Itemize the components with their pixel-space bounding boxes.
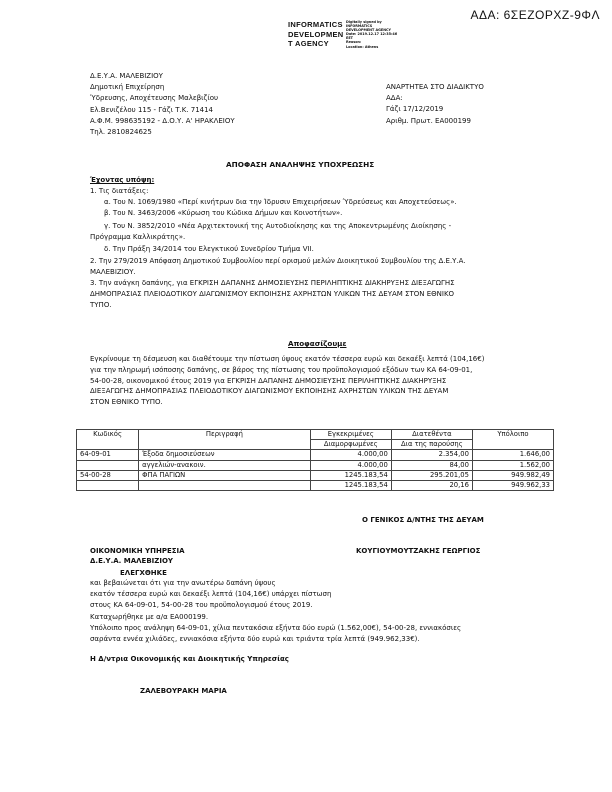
decision-line: για την πληρωμή ισόποσης δαπάνης, σε βάρος της πίστωσης του προϋπολογισμού εξόδων των ΚΑ 64-09-01, [90, 365, 473, 374]
checked-line: εκατόν τέσσερα ευρώ και δεκαέξι λεπτά (104,16€) υπάρχει πίστωση [90, 590, 332, 599]
issuer-line: Α.Φ.Μ. 998635192 - Δ.Ο.Υ. Α' ΗΡΑΚΛΕΙΟΥ [90, 116, 235, 125]
clause-line: 3. Την ανάγκη δαπάνης, για ΕΓΚΡΙΣΗ ΔΑΠΑΝΗΣ ΔΗΜΟΣΙΕΥΣΗΣ ΠΕΡΙΛΗΠΤΙΚΗΣ ΔΙΑΚΗΡΥΞΗΣ ΔΙΕΞΑΓΩΓΗΣ [90, 279, 455, 287]
checked-line: Καταχωρήθηκε με α/α ΕΑ000199. [90, 612, 209, 621]
ada-code: ΑΔΑ: 6ΣΕΖΟΡΧΖ-9ΦΛ [470, 8, 600, 22]
checked-line: Υπόλοιπο προς ανάληψη 64-09-01, χίλια πεντακόσια εξήντα δύο ευρώ (1.562,00€), 54-00-28, εννιακόσιες [90, 623, 462, 632]
table-header-row [77, 430, 554, 440]
clause-line: γ. Του Ν. 3852/2010 «Νέα Αρχιτεκτονική της Αυτοδιοίκησης και της Αποκεντρωμένης Διοίκησης - [104, 222, 452, 230]
decision-line: ΣΤΟΝ ΕΘΝΙΚΟ ΤΥΠΟ. [90, 398, 163, 407]
clause-line: 2. Την 279/2019 Απόφαση Δημοτικού Συμβουλίου περί ορισμού μελών Διοικητικού Συμβουλίου της Δ.Ε.Υ.Α. [90, 257, 466, 265]
col-code-header: Κωδικός [77, 430, 139, 450]
clause-line: δ. Την Πράξη 34/2014 του Ελεγκτικού Συνεδρίου Τμήμα VII. [104, 245, 314, 253]
signature-line: Digitally signed by [346, 20, 382, 24]
agency-logo [288, 20, 450, 56]
signature-line: Date: 2019.12.17 12:35:46 [346, 32, 398, 37]
clause-line: β. Του Ν. 3463/2006 «Κύρωση του Κώδικα Δήμων και Κοινοτήτων». [104, 209, 343, 217]
finance-service-title: ΟΙΚΟΝΟΜΙΚΗ ΥΠΗΡΕΣΙΑ [90, 547, 185, 555]
checked-heading: ΕΛΕΓΧΘΗΚΕ [120, 569, 167, 577]
signature-line: Location: Athens [346, 44, 379, 49]
issuer-line: Δ.Ε.Υ.Α. ΜΑΛΕΒΙΖΙΟΥ [90, 72, 163, 80]
finance-head-title: Η Δ/ντρια Οικονομικής και Διοικητικής Υπηρεσίας [90, 655, 289, 663]
clause-line: ΜΑΛΕΒΙΖΙΟΥ. [90, 268, 136, 276]
decision-line: Εγκρίνουμε τη δέσμευση και διαθέτουμε την πίστωση ύψους εκατόν τέσσερα ευρώ και δεκαέξι λεπτά (104,16€) [90, 355, 485, 363]
protocol-line: Αριθμ. Πρωτ. ΕΑ000199 [386, 116, 471, 125]
checked-line: και βεβαιώνεται ότι για την ανωτέρω δαπάνη ύψους [90, 579, 276, 587]
col-description-header: Περιγραφή [139, 430, 311, 450]
col-allocated-subheader: Δια της παρούσης [391, 440, 472, 450]
decision-line: ΔΙΕΞΑΓΩΓΗΣ ΔΗΜΟΠΡΑΣΙΑΣ ΠΛΕΙΟΔΟΤΙΚΟΥ ΔΙΑΓΩΝΙΣΜΟΥ ΕΚΠΟΙΗΣΗΣ ΑΧΡΗΣΤΩΝ ΥΛΙΚΩΝ ΤΗΣ ΔΕΥΑΜ [90, 387, 449, 396]
table-row: αγγελιών-ανακοιν. 4.000,00 84,00 1.562,00 [77, 460, 554, 470]
checked-line: στους ΚΑ 64-09-01, 54-00-28 του προϋπολογισμού έτους 2019. [90, 601, 313, 610]
logo-text: INFORMATICS DEVELOPMEN T AGENCY [288, 20, 344, 48]
table-row: 1245.183,54 20,16 949.962,33 [77, 480, 554, 490]
signature-line: INFORMATICS [346, 24, 373, 29]
digital-signature-text [346, 20, 406, 49]
issuer-line: Ελ.Βενιζέλου 115 - Γάζι Τ.Κ. 71414 [90, 105, 214, 114]
issuer-line: Ύδρευσης, Αποχέτευσης Μαλεβιζίου [90, 94, 219, 103]
checked-line: σαράντα εννέα χιλιάδες, εννιακόσια εξήντα δύο ευρώ και τριάντα τρία λεπτά (949.962,33€). [90, 635, 420, 643]
protocol-line: Γάζι 17/12/2019 [386, 105, 444, 114]
finance-org: Δ.Ε.Υ.Α. ΜΑΛΕΒΙΖΙΟΥ [90, 557, 173, 565]
considering-heading: Έχοντας υπόψη: [90, 176, 155, 184]
table-row: 64-09-01 Έξοδα δημοσιεύσεων 4.000,00 2.354,00 1.646,00 [77, 450, 554, 460]
signer-name: ΚΟΥΓΙΟΥΜΟΥΤΖΑΚΗΣ ΓΕΩΡΓΙΟΣ [356, 547, 481, 555]
clause-line: ΔΗΜΟΠΡΑΣΙΑΣ ΠΛΕΙΟΔΟΤΙΚΟΥ ΔΙΑΓΩΝΙΣΜΟΥ ΕΚΠΟΙΗΣΗΣ ΑΧΡΗΣΤΩΝ ΥΛΙΚΩΝ ΤΗΣ ΔΕΥΑΜ ΣΤΟΝ ΕΘΝΙΚΟ [90, 290, 455, 298]
decision-heading: Αποφασίζουμε [288, 339, 347, 348]
document-title: ΑΠΟΦΑΣΗ ΑΝΑΛΗΨΗΣ ΥΠΟΧΡΕΩΣΗΣ [226, 160, 375, 169]
clause-line: 1. Τις διατάξεις: [90, 187, 149, 195]
clause-line: Πρόγραμμα Καλλικράτης». [90, 233, 186, 241]
finance-head-name: ΖΑΛΕΒΟΥΡΑΚΗ ΜΑΡΙΑ [140, 687, 227, 695]
signature-line: Reason: [346, 40, 362, 45]
col-balance-header: Υπόλοιπο [472, 430, 553, 450]
table-row: 54-00-28 ΦΠΑ ΠΑΓΙΩΝ 1245.183,54 295.201,05 949.982,49 [77, 470, 554, 480]
col-approved-header: Εγκεκριμένες [310, 430, 391, 440]
signature-line: EET [346, 36, 353, 41]
col-approved-subheader: Διαμορφωμένες [310, 440, 391, 450]
issuer-line: Δημοτική Επιχείρηση [90, 83, 165, 92]
budget-table [76, 429, 554, 491]
issuer-line: Τηλ. 2810824625 [90, 128, 152, 136]
signature-line: DEVELOPMENT AGENCY [346, 28, 392, 33]
decision-line: 54-00-28, οικονομικού έτους 2019 για ΕΓΚΡΙΣΗ ΔΑΠΑΝΗΣ ΔΗΜΟΣΙΕΥΣΗΣ ΠΕΡΙΛΗΠΤΙΚΗΣ ΔΙΑΚΗΡΥΞΗΣ [90, 376, 447, 385]
protocol-line: ΑΝΑΡΤΗΤΕΑ ΣΤΟ ΔΙΑΔΙΚΤΥΟ [386, 83, 484, 91]
clause-line: α. Του Ν. 1069/1980 «Περί κινήτρων δια την Ίδρυσιν Επιχειρήσεων Ύδρεύσεως και Αποχετεύσεως». [104, 198, 457, 206]
col-allocated-header: Διατεθέντα [391, 430, 472, 440]
clause-line: ΤΥΠΟ. [90, 301, 112, 309]
general-manager-title: Ο ΓΕΝΙΚΟΣ Δ/ΝΤΗΣ ΤΗΣ ΔΕΥΑΜ [362, 516, 484, 524]
protocol-line: ΑΔΑ: [386, 94, 403, 103]
